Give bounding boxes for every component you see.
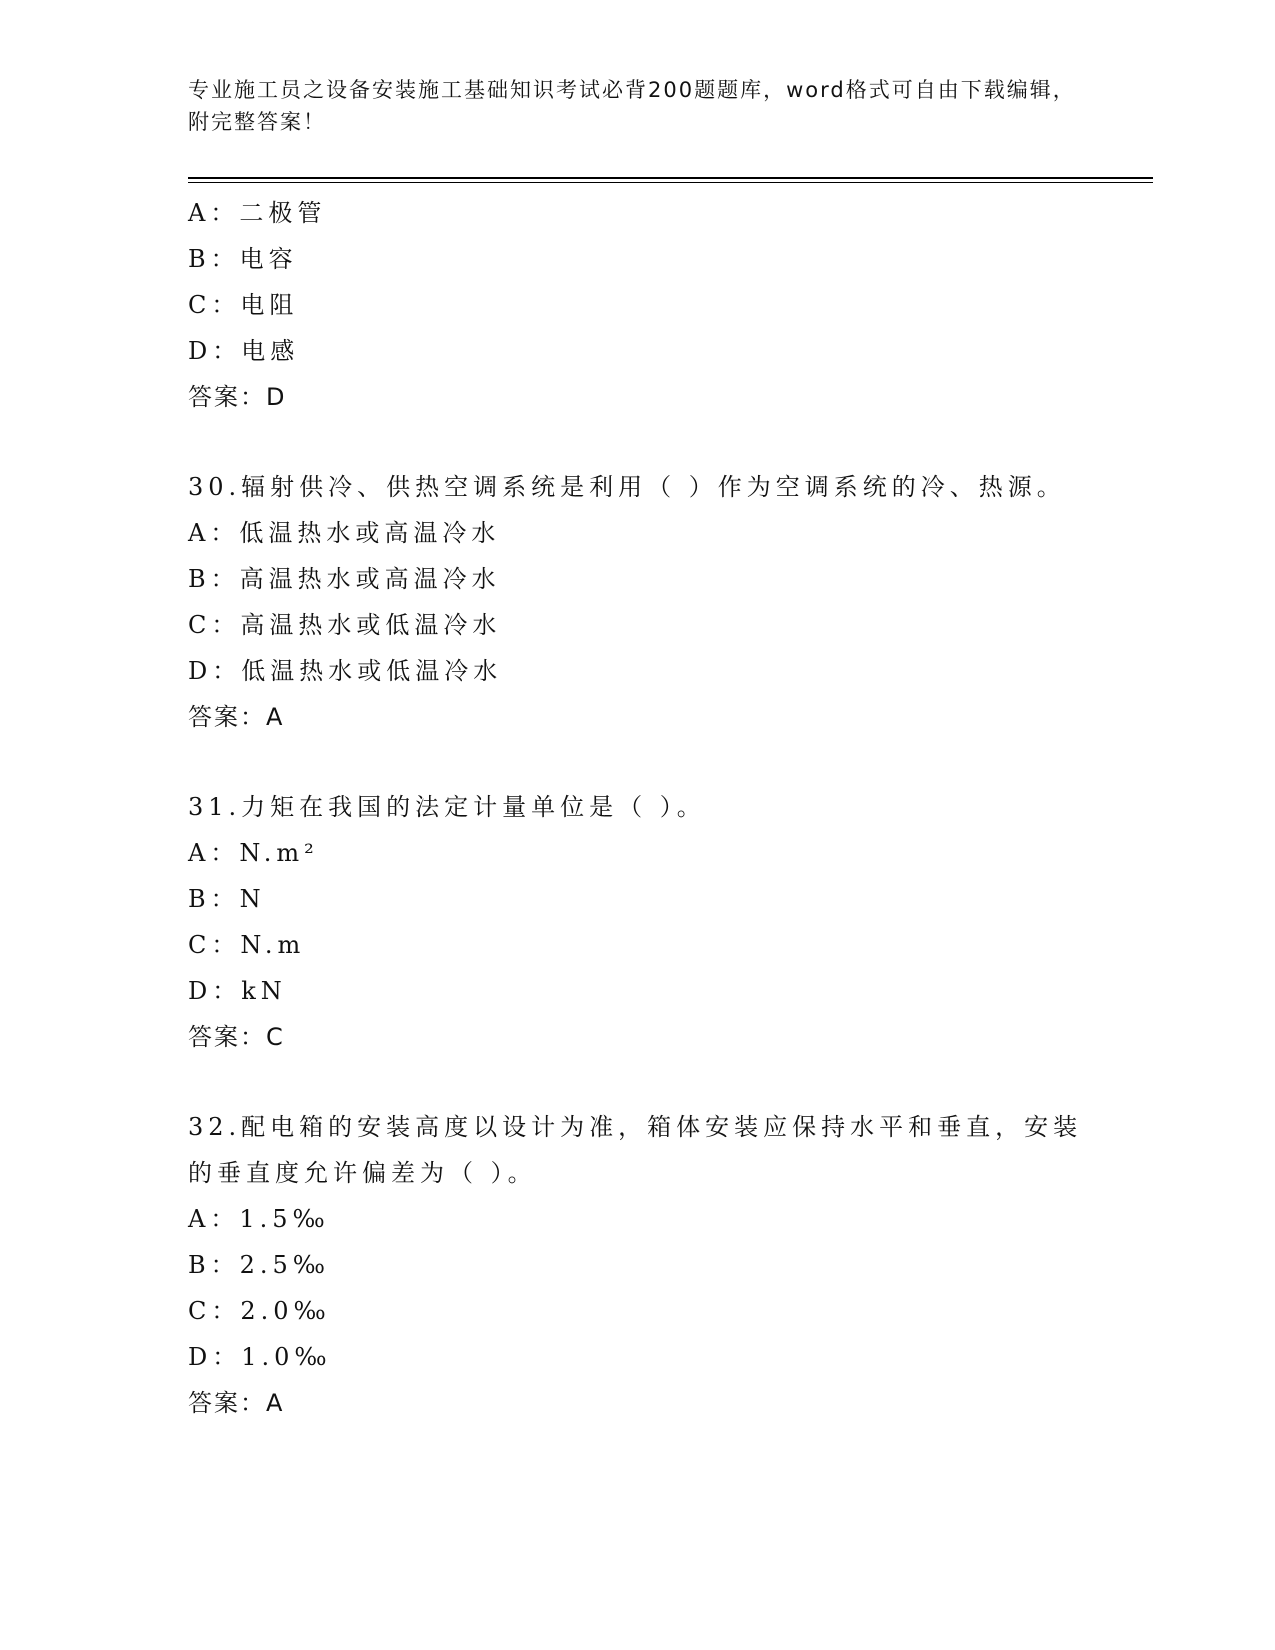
answer: 答案：D: [188, 383, 287, 411]
option-b: B：2.5‰: [188, 1251, 331, 1279]
question-30: [188, 464, 1088, 740]
option-b: B：电容: [188, 245, 298, 273]
option-c: C：高温热水或低温冷水: [188, 611, 502, 639]
question-29: [188, 190, 1088, 420]
option-d: D：1.0‰: [188, 1343, 332, 1371]
option-a: A：1.5‰: [188, 1205, 330, 1233]
option-b: B：高温热水或高温冷水: [188, 565, 501, 593]
question-stem: 30.辐射供冷、供热空调系统是利用（ ）作为空调系统的冷、热源。: [188, 473, 1066, 501]
answer: 答案：A: [188, 703, 285, 731]
question-stem: 32.配电箱的安装高度以设计为准，箱体安装应保持水平和垂直，安装的垂直度允许偏差为（ ）。: [188, 1113, 1083, 1187]
answer: 答案：A: [188, 1389, 285, 1417]
option-d: D：kN: [188, 977, 287, 1005]
option-a: A：二极管: [188, 199, 327, 227]
question-32: [188, 1104, 1088, 1426]
question-stem: 31.力矩在我国的法定计量单位是（ ）。: [188, 793, 706, 821]
document-header: 专业施工员之设备安装施工基础知识考试必背200题题库，word格式可自由下载编辑，附完整答案！: [188, 78, 1076, 134]
option-b: B：N: [188, 885, 266, 913]
header-divider-thin: [188, 182, 1153, 183]
option-c: C：2.0‰: [188, 1297, 331, 1325]
option-d: D：低温热水或低温冷水: [188, 657, 503, 685]
question-list: [188, 190, 1088, 1426]
answer: 答案：C: [188, 1023, 285, 1051]
option-c: C：N.m: [188, 931, 306, 959]
option-a: A：N.m²: [188, 839, 319, 867]
option-d: D：电感: [188, 337, 300, 365]
question-31: [188, 784, 1088, 1060]
option-c: C：电阻: [188, 291, 299, 319]
header-divider: [188, 177, 1153, 179]
option-a: A：低温热水或高温冷水: [188, 519, 501, 547]
